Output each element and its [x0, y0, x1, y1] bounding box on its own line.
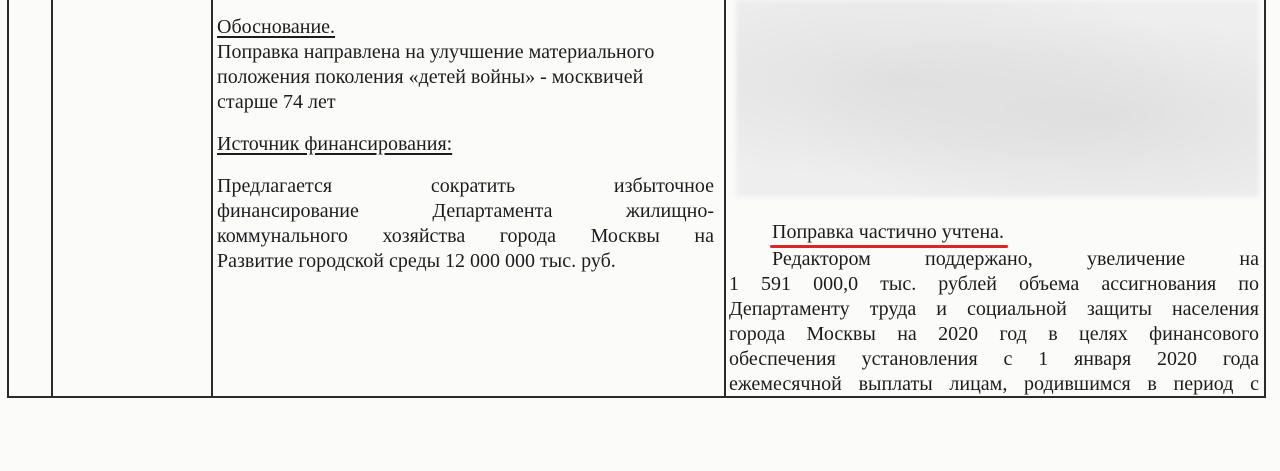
- table-border-right: [1264, 0, 1266, 397]
- redacted-area: [736, 0, 1259, 197]
- decision-heading-text: Поправка частично учтена.: [772, 221, 1005, 243]
- funding-source-line: коммунального хозяйства города Москвы на: [217, 225, 714, 247]
- table-border-col3: [724, 0, 726, 397]
- table-border-col2: [211, 0, 213, 397]
- funding-source-line: финансирование Департамента жилищно-: [217, 200, 714, 222]
- decision-line: обеспечения установления с 1 января 2020 года: [729, 348, 1259, 370]
- decision-line: Редактором поддержано, увеличение на: [772, 248, 1259, 270]
- decision-text: [729, 247, 1259, 397]
- funding-source-text: [217, 174, 714, 274]
- decision-line: 1 591 000,0 тыс. рублей объема ассигнования по: [729, 273, 1259, 295]
- justification-line: старше 74 лет: [217, 91, 336, 113]
- decision-line: города Москвы на 2020 год в целях финансового: [729, 323, 1259, 345]
- table-border-col1: [51, 0, 53, 397]
- decision-heading: [772, 220, 1004, 245]
- justification-block: [217, 15, 714, 115]
- funding-source-line: Развитие городской среды 12 000 000 тыс. руб.: [217, 250, 616, 272]
- justification-line: положения поколения «детей войны» - москвичей: [217, 66, 644, 88]
- decision-line: Департаменту труда и социальной защиты населения: [729, 298, 1259, 320]
- decision-line: ежемесячной выплаты лицам, родившимся в период с: [729, 373, 1259, 395]
- funding-source-heading: Источник финансирования:: [217, 133, 453, 155]
- table-border-left: [7, 0, 9, 397]
- justification-line: Поправка направлена на улучшение материального: [217, 41, 655, 63]
- justification-heading: Обоснование.: [217, 16, 336, 38]
- funding-source-line: Предлагается сократить избыточное: [217, 175, 714, 197]
